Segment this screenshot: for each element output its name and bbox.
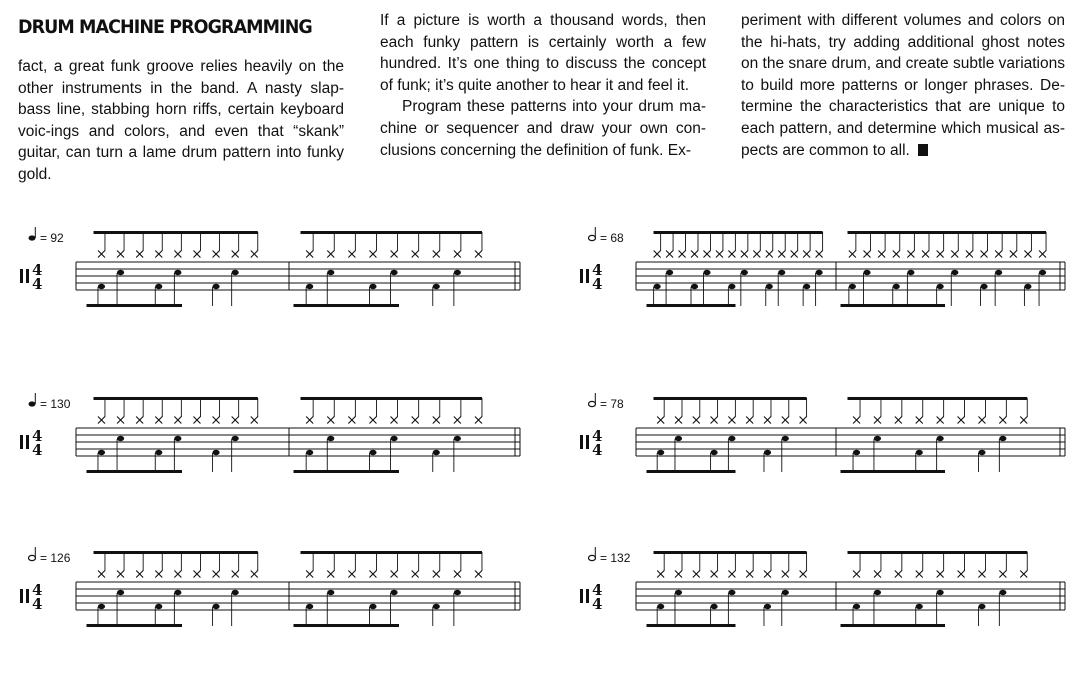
kick-note-icon — [433, 450, 440, 455]
snare-note-icon — [454, 270, 461, 275]
tempo-marking: = 78 — [600, 397, 624, 411]
kick-note-icon — [710, 604, 717, 609]
kick-note-icon — [937, 284, 944, 289]
snare-note-icon — [454, 590, 461, 595]
note-beam — [301, 397, 482, 400]
kick-note-icon — [433, 604, 440, 609]
note-beam — [647, 470, 736, 473]
note-beam — [848, 231, 1047, 234]
kick-note-icon — [691, 284, 698, 289]
time-signature-bottom: 4 — [32, 275, 43, 293]
notation-example-ex5 — [20, 547, 520, 627]
percussion-clef-icon — [580, 269, 583, 283]
half-note-icon — [589, 401, 596, 406]
kick-note-icon — [98, 450, 105, 455]
tempo-marking: = 126 — [40, 551, 71, 565]
note-beam — [654, 231, 823, 234]
note-beam — [294, 470, 400, 473]
kick-note-icon — [98, 284, 105, 289]
note-beam — [654, 397, 807, 400]
kick-note-icon — [369, 450, 376, 455]
snare-note-icon — [327, 590, 334, 595]
kick-note-icon — [155, 284, 162, 289]
kick-note-icon — [155, 604, 162, 609]
time-signature-top: 4 — [32, 427, 43, 445]
note-beam — [87, 304, 183, 307]
snare-note-icon — [907, 270, 914, 275]
half-note-icon — [589, 555, 596, 560]
percussion-clef-icon — [26, 269, 29, 283]
quarter-note-icon — [29, 235, 36, 240]
notation-example-ex2 — [580, 227, 1065, 307]
kick-note-icon — [433, 284, 440, 289]
snare-note-icon — [951, 270, 958, 275]
kick-note-icon — [728, 284, 735, 289]
snare-note-icon — [937, 590, 944, 595]
paragraph: fact, a great funk groove relies heavily on the other instruments in the band. A nasty slap-bass line, stabbing horn riffs, certain keyboard voic-ings and colors, and even that “skank” guitar, can turn a lame drum pattern into funky gold. — [18, 58, 344, 183]
notation-example-ex4 — [580, 393, 1065, 473]
kick-note-icon — [980, 284, 987, 289]
snare-note-icon — [232, 436, 239, 441]
kick-note-icon — [710, 450, 717, 455]
snare-note-icon — [232, 590, 239, 595]
kick-note-icon — [1024, 284, 1031, 289]
percussion-clef-icon — [580, 589, 583, 603]
snare-note-icon — [327, 436, 334, 441]
snare-note-icon — [778, 270, 785, 275]
kick-note-icon — [155, 450, 162, 455]
snare-note-icon — [1039, 270, 1046, 275]
time-signature-top: 4 — [32, 261, 43, 279]
kick-note-icon — [212, 450, 219, 455]
snare-note-icon — [874, 590, 881, 595]
note-beam — [848, 397, 1028, 400]
note-beam — [841, 624, 946, 627]
note-beam — [647, 624, 736, 627]
snare-note-icon — [703, 270, 710, 275]
kick-note-icon — [766, 284, 773, 289]
kick-note-icon — [212, 284, 219, 289]
snare-note-icon — [937, 436, 944, 441]
kick-note-icon — [916, 450, 923, 455]
kick-note-icon — [978, 604, 985, 609]
kick-note-icon — [764, 604, 771, 609]
kick-note-icon — [654, 284, 661, 289]
kick-note-icon — [657, 604, 664, 609]
snare-note-icon — [675, 436, 682, 441]
half-note-icon — [589, 235, 596, 240]
percussion-clef-icon — [586, 589, 589, 603]
tempo-marking: = 130 — [40, 397, 71, 411]
kick-note-icon — [853, 450, 860, 455]
notation-example-ex6 — [580, 547, 1065, 627]
paragraph-text: periment with different volumes and colors on the hi-hats, try adding additional ghost notes on the snare drum, and create subtle variations to build more patterns or longer phrases. De-termine the characteristics that are unique to each pattern, and determine which musical as-pects are common to all. — [741, 12, 1065, 159]
kick-note-icon — [849, 284, 856, 289]
time-signature-bottom: 4 — [592, 441, 603, 459]
note-beam — [848, 551, 1028, 554]
notation-example-ex1 — [20, 227, 520, 307]
snare-note-icon — [117, 270, 124, 275]
note-beam — [647, 304, 736, 307]
snare-note-icon — [327, 270, 334, 275]
percussion-clef-icon — [20, 435, 23, 449]
kick-note-icon — [893, 284, 900, 289]
note-beam — [294, 304, 400, 307]
time-signature-bottom: 4 — [32, 595, 43, 613]
time-signature-top: 4 — [592, 581, 603, 599]
note-beam — [94, 231, 258, 234]
snare-note-icon — [782, 436, 789, 441]
time-signature-top: 4 — [32, 581, 43, 599]
snare-note-icon — [782, 590, 789, 595]
kick-note-icon — [369, 604, 376, 609]
kick-note-icon — [369, 284, 376, 289]
snare-note-icon — [117, 590, 124, 595]
snare-note-icon — [390, 436, 397, 441]
note-beam — [301, 231, 482, 234]
paragraph: If a picture is worth a thousand words, then each funky pattern is certainly worth a few hundred. It’s one thing to discuss the concept of funk; it’s quite another to hear it and feel it. — [380, 12, 706, 94]
note-beam — [87, 470, 183, 473]
kick-note-icon — [764, 450, 771, 455]
percussion-clef-icon — [580, 435, 583, 449]
note-beam — [301, 551, 482, 554]
percussion-clef-icon — [586, 269, 589, 283]
snare-note-icon — [863, 270, 870, 275]
time-signature-bottom: 4 — [32, 441, 43, 459]
quarter-note-icon — [29, 401, 36, 406]
snare-note-icon — [675, 590, 682, 595]
tempo-marking: = 132 — [600, 551, 631, 565]
kick-note-icon — [212, 604, 219, 609]
kick-note-icon — [306, 604, 313, 609]
snare-note-icon — [454, 436, 461, 441]
percussion-clef-icon — [20, 589, 23, 603]
kick-note-icon — [306, 450, 313, 455]
snare-note-icon — [816, 270, 823, 275]
percussion-clef-icon — [26, 589, 29, 603]
note-beam — [294, 624, 400, 627]
tempo-marking: = 92 — [40, 231, 64, 245]
snare-note-icon — [174, 270, 181, 275]
time-signature-top: 4 — [592, 261, 603, 279]
snare-note-icon — [390, 270, 397, 275]
snare-note-icon — [741, 270, 748, 275]
kick-note-icon — [803, 284, 810, 289]
snare-note-icon — [174, 590, 181, 595]
section-heading: DRUM MACHINE PROGRAMMING — [18, 16, 312, 38]
note-beam — [654, 551, 807, 554]
note-beam — [94, 551, 258, 554]
snare-note-icon — [117, 436, 124, 441]
snare-note-icon — [999, 590, 1006, 595]
kick-note-icon — [853, 604, 860, 609]
percussion-clef-icon — [20, 269, 23, 283]
kick-note-icon — [916, 604, 923, 609]
snare-note-icon — [174, 436, 181, 441]
paragraph: Program these patterns into your drum ma-chine or sequencer and draw your own con-clusions concerning the definition of funk. Ex- — [380, 98, 706, 159]
note-beam — [94, 397, 258, 400]
kick-note-icon — [978, 450, 985, 455]
note-beam — [841, 470, 946, 473]
percussion-clef-icon — [26, 435, 29, 449]
snare-note-icon — [232, 270, 239, 275]
time-signature-bottom: 4 — [592, 595, 603, 613]
time-signature-top: 4 — [592, 427, 603, 445]
notation-example-ex3 — [20, 393, 520, 473]
note-beam — [841, 304, 946, 307]
snare-note-icon — [999, 436, 1006, 441]
kick-note-icon — [657, 450, 664, 455]
kick-note-icon — [98, 604, 105, 609]
kick-note-icon — [306, 284, 313, 289]
snare-note-icon — [995, 270, 1002, 275]
note-beam — [87, 624, 183, 627]
snare-note-icon — [390, 590, 397, 595]
snare-note-icon — [728, 436, 735, 441]
snare-note-icon — [874, 436, 881, 441]
snare-note-icon — [666, 270, 673, 275]
half-note-icon — [29, 555, 36, 560]
snare-note-icon — [728, 590, 735, 595]
time-signature-bottom: 4 — [592, 275, 603, 293]
percussion-clef-icon — [586, 435, 589, 449]
tempo-marking: = 68 — [600, 231, 624, 245]
